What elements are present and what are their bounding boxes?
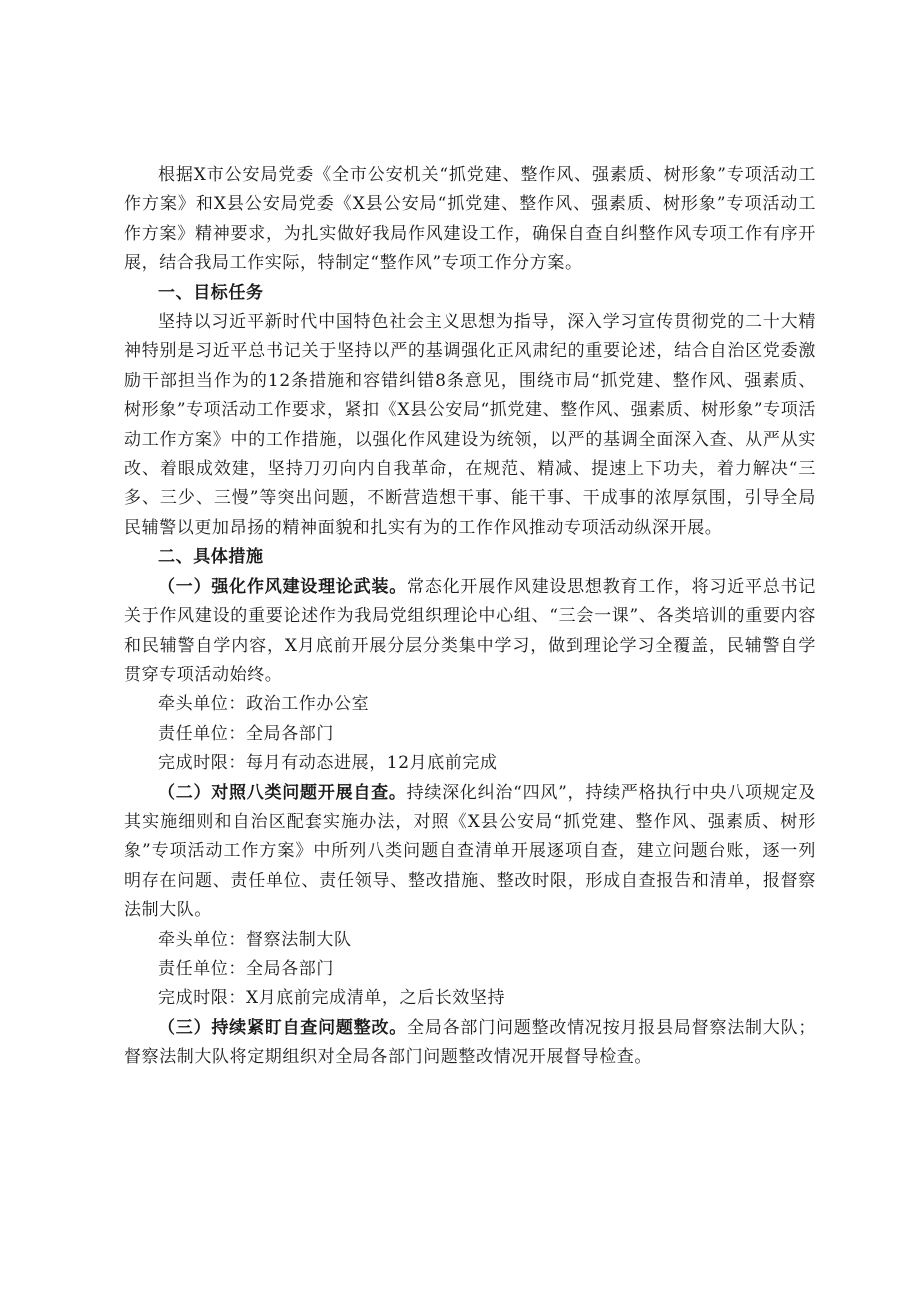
- section-heading-measures: 二、具体措施: [158, 547, 264, 568]
- measure-item-2: [124, 779, 816, 926]
- measure-item-3: [124, 1014, 816, 1073]
- measure-item-2-resp-unit: 责任单位：全局各部门: [158, 958, 334, 979]
- measure-item-1: [124, 573, 816, 691]
- measure-item-2-deadline: 完成时限：X月底前完成清单，之后长效坚持: [158, 988, 506, 1009]
- intro-paragraph: 根据X市公安局党委《全市公安机关“抓党建、整作风、强素质、树形象”专项活动工作方案》和X县公安局党委《X县公安局“抓党建、整作风、强素质、树形象”专项活动工作方案》精神要求，为扎实做好我局作风建设工作，确保自查自纠整作风专项工作有序开展，结合我局工作实际，特制定“整作风”专项工作分方案。: [124, 165, 816, 274]
- measure-item-1-deadline: 完成时限：每月有动态进展，12月底前完成: [158, 753, 498, 774]
- measure-item-1-lead: （一）强化作风建设理论武装。: [158, 576, 408, 597]
- document-body: [124, 161, 816, 1073]
- measure-item-2-lead-unit: 牵头单位：督察法制大队: [158, 929, 352, 950]
- targets-paragraph: 坚持以习近平新时代中国特色社会主义思想为指导，深入学习宣传贯彻党的二十大精神特别是习近平总书记关于坚持以严的基调强化正风肃纪的重要论述，结合自治区党委激励干部担当作为的12条措施和容错纠错8条意见，围绕市局“抓党建、整作风、强素质、树形象”专项活动工作要求，紧扣《X县公安局“抓党建、整作风、强素质、树形象”专项活动工作方案》中的工作措施，以强化作风建设为统领，以严的基调全面深入查、从严从实改、着眼成效建，坚持刀刃向内自我革命，在规范、精减、提速上下功夫，着力解决“三多、三少、三慢”等突出问题，不断营造想干事、能干事、干成事的浓厚氛围，引导全局民辅警以更加昂扬的精神面貌和扎实有为的工作作风推动专项活动纵深开展。: [124, 312, 816, 538]
- measure-item-1-body: 常态化开展作风建设思想教育工作，将习近平总书记关于作风建设的重要论述作为我局党组织理论中心组、“三会一课”、各类培训的重要内容和民辅警自学内容，X月底前开展分层分类集中学习，做到理论学习全覆盖，民辅警自学贯穿专项活动始终。: [124, 576, 816, 685]
- measure-item-1-resp-unit: 责任单位：全局各部门: [158, 723, 334, 744]
- measure-item-3-lead: （三）持续紧盯自查问题整改。: [158, 1017, 408, 1038]
- measure-item-2-lead: （二）对照八类问题开展自查。: [158, 782, 407, 803]
- measure-item-1-lead-unit: 牵头单位：政治工作办公室: [158, 694, 370, 715]
- section-heading-targets: 一、目标任务: [158, 282, 264, 303]
- measure-item-2-body: 持续深化纠治“四风”，持续严格执行中央八项规定及其实施细则和自治区配套实施办法，对照《X县公安局“抓党建、整作风、强素质、树形象”专项活动工作方案》中所列八类问题自查清单开展逐项自查，建立问题台账，逐一列明存在问题、责任单位、责任领导、整改措施、整改时限，形成自查报告和清单，报督察法制大队。: [124, 782, 817, 921]
- measure-item-3-body: 全局各部门问题整改情况按月报县局督察法制大队；督察法制大队将定期组织对全局各部门问题整改情况开展督导检查。: [124, 1017, 816, 1068]
